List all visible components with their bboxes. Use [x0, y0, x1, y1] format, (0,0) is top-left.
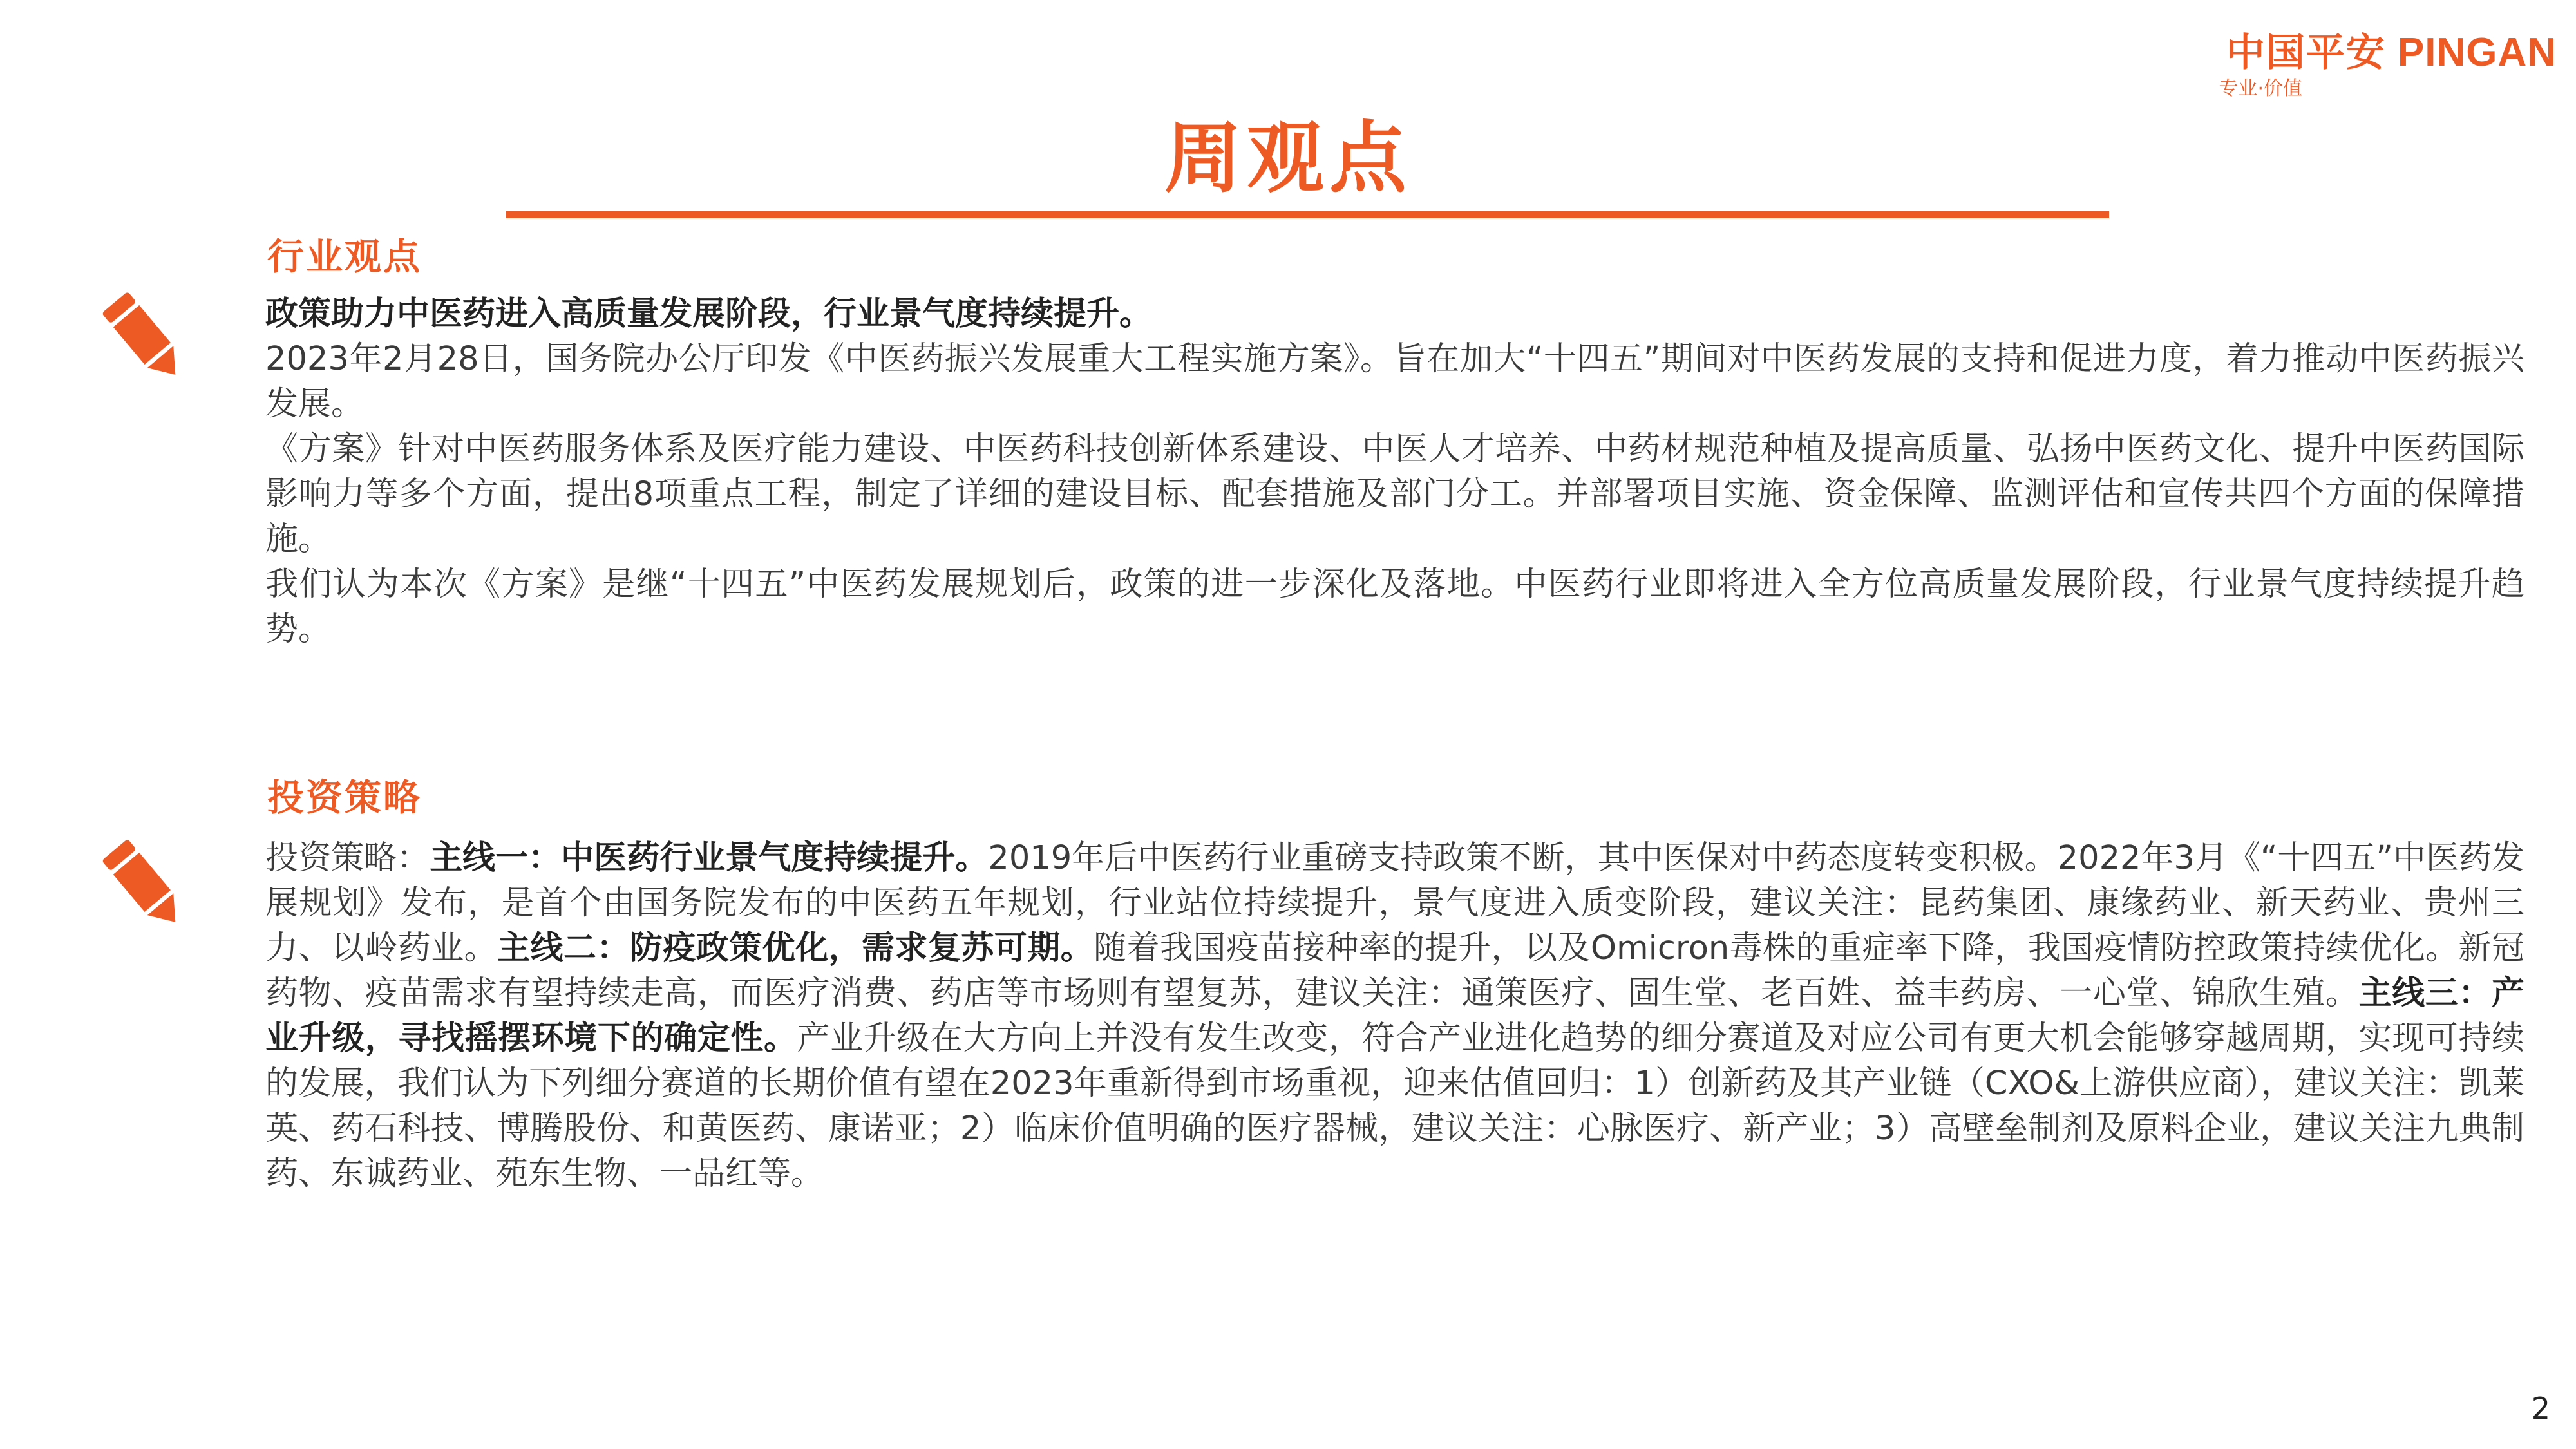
mainline-2-heading: 主线二：防疫政策优化，需求复苏可期。 — [497, 929, 1094, 967]
mainline-1-heading: 主线一：中医药行业景气度持续提升。 — [430, 839, 989, 877]
section-body-industry-view — [265, 292, 2524, 652]
page-title: 周观点 — [1164, 114, 1412, 204]
industry-paragraph-3: 我们认为本次《方案》是继“十四五”中医药发展规划后，政策的进一步深化及落地。中医药行业即将进入全方位高质量发展阶段，行业景气度持续提升趋势。 — [265, 565, 2524, 649]
logo-cn-text: 中国平安 — [2226, 30, 2386, 75]
section-body-investment-strategy — [265, 836, 2524, 1197]
title-underline — [506, 211, 2109, 218]
logo-tagline: 专业·价值 — [2219, 77, 2302, 100]
pencil-icon — [90, 283, 196, 390]
pingan-logo — [2145, 22, 2557, 106]
mainline-1-text: 2019年后中医药行业重磅支持政策不断，其中医保对中药态度转变积极。2022年3月《“十四五”中医药发展规划》发布，是首个由国务院发布的中医药五年规划，行业站位持续提升，景气度进入质变阶段，建议关注：昆药集团、康缘药业、新天药业、贵州三力、以岭药业。 — [265, 839, 2524, 967]
industry-paragraph-1: 2023年2月28日，国务院办公厅印发《中医药振兴发展重大工程实施方案》。旨在加大“十四五”期间对中医药发展的支持和促进力度，着力推动中医药振兴发展。 — [265, 340, 2524, 423]
industry-paragraph-2: 《方案》针对中医药服务体系及医疗能力建设、中医药科技创新体系建设、中医人才培养、中药材规范种植及提高质量、弘扬中医药文化、提升中医药国际影响力等多个方面，提出8项重点工程，制定了详细的建设目标、配套措施及部门分工。并部署项目实施、资金保障、监测评估和宣传共四个方面的保障措施。 — [265, 430, 2524, 558]
section-heading-industry-view: 行业观点 — [267, 236, 422, 278]
logo-en-text: PINGAN — [2397, 30, 2557, 75]
strategy-paragraph — [265, 836, 2524, 1197]
logo-wordmark — [2226, 22, 2557, 77]
pencil-icon — [90, 831, 196, 937]
strategy-label: 投资策略： — [265, 839, 430, 877]
mainline-3-text: 产业升级在大方向上并没有发生改变，符合产业进化趋势的细分赛道及对应公司有更大机会能够穿越周期，实现可持续的发展，我们认为下列细分赛道的长期价值有望在2023年重新得到市场重视，迎来估值回归：1）创新药及其产业链（CXO&上游供应商），建议关注：凯莱英、药石科技、博腾股份、和黄医药、康诺亚；2）临床价值明确的医疗器械，建议关注：心脉医疗、新产业；3）高壁垒制剂及原料企业，建议关注九典制药、东诚药业、苑东生物、一品红等。 — [265, 1019, 2524, 1193]
mainline-3-heading: 主线三：产业升级，寻找摇摆环境下的确定性。 — [265, 974, 2524, 1057]
page-number: 2 — [2531, 1391, 2550, 1426]
industry-lead-sentence: 政策助力中医药进入高质量发展阶段，行业景气度持续提升。 — [265, 295, 1153, 333]
mainline-2-text: 随着我国疫苗接种率的提升，以及Omicron毒株的重症率下降，我国疫情防控政策持续优化。新冠药物、疫苗需求有望持续走高，而医疗消费、药店等市场则有望复苏，建议关注：通策医疗、固生堂、老百姓、益丰药房、一心堂、锦欣生殖。 — [265, 929, 2524, 1012]
section-heading-investment-strategy: 投资策略 — [267, 777, 422, 819]
